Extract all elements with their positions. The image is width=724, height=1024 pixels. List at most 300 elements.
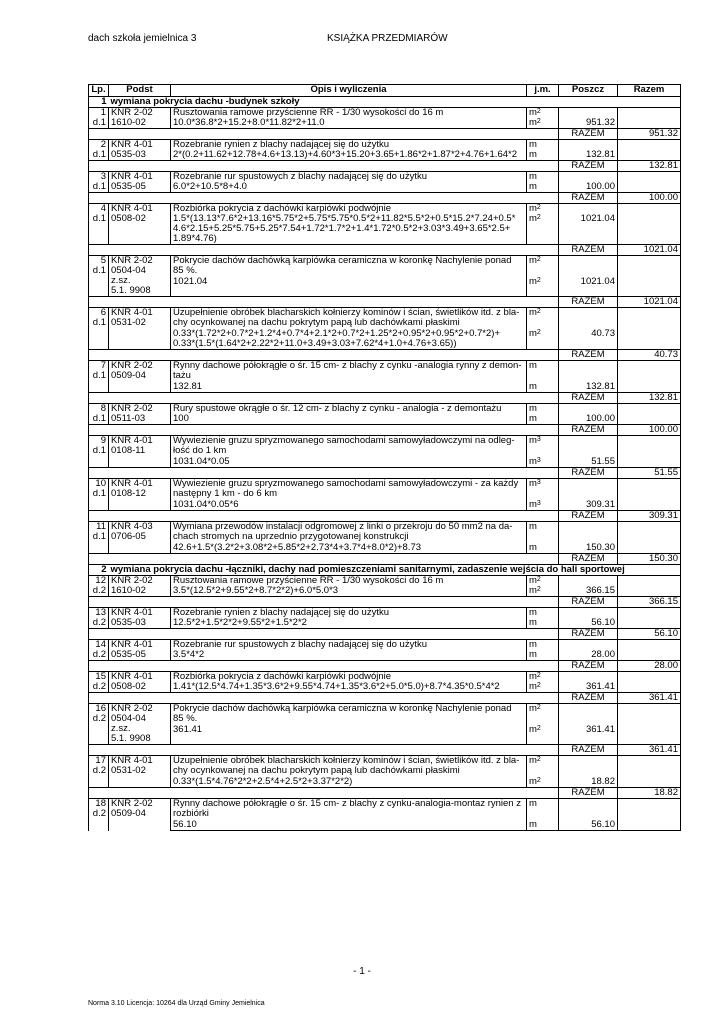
razem-label: RAZEM	[559, 554, 618, 565]
razem-row	[89, 788, 681, 799]
table-row	[89, 682, 681, 693]
table-row	[89, 704, 681, 726]
header-left: dach szkoła jemielnica 3	[88, 33, 197, 44]
item-description	[171, 608, 527, 619]
table-row	[89, 414, 681, 425]
item-unit: m	[527, 182, 559, 193]
razem-value: 309.31	[618, 511, 681, 522]
razem-blank	[89, 193, 559, 204]
basis-line: KNR 4-01	[111, 478, 153, 489]
item-unit: $m^2$	[527, 329, 559, 350]
item-empty	[559, 436, 618, 458]
razem-blank	[89, 597, 559, 608]
razem-label: RAZEM	[559, 661, 618, 672]
razem-value: 150.30	[618, 554, 681, 565]
col-opis-header: Opis i wyliczenia	[171, 85, 527, 97]
item-unit: m	[527, 522, 559, 544]
item-description	[171, 704, 527, 726]
item-empty	[559, 256, 618, 278]
item-empty	[559, 172, 618, 183]
table-row	[89, 256, 681, 278]
item-empty	[618, 436, 681, 458]
table-row	[89, 586, 681, 597]
basis-line: KNR 4-01	[111, 755, 153, 766]
item-calculation	[171, 214, 527, 245]
item-prefix: d.1	[92, 213, 106, 224]
item-lp	[89, 404, 109, 425]
calculation-line: 3.5*4*2	[173, 650, 205, 660]
razem-blank	[89, 693, 559, 704]
calculation-line: 1031.04*0.05*6	[173, 500, 239, 510]
basis-line: 5.1. 9908	[111, 285, 151, 296]
item-description	[171, 576, 527, 587]
item-empty	[618, 725, 681, 745]
item-unit: $m^2$	[527, 108, 559, 119]
razem-blank	[89, 393, 559, 404]
basis-line: KNR 4-01	[111, 671, 153, 682]
calculation-line: 42.6+1.5*(3.2*2+3.08*2+5.85*2+2.73*4+3.7*4+8.0*2)+8.73	[173, 543, 422, 553]
table-row	[89, 118, 681, 129]
item-number: 1	[100, 107, 106, 118]
item-unit: $m^2$	[527, 277, 559, 297]
item-empty	[559, 799, 618, 821]
item-prefix: d.2	[92, 649, 106, 660]
razem-blank	[89, 745, 559, 756]
calculation-line: 0.33*(1.5*4.76*2*2+2.5*4+2.5*2+3.37*2*2)	[173, 777, 353, 787]
razem-label: RAZEM	[559, 468, 618, 479]
basis-line: 0535-03	[111, 617, 146, 628]
item-empty	[618, 608, 681, 619]
calculation-line: 1031.04*0.05	[173, 457, 230, 467]
table-row	[89, 650, 681, 661]
item-basis	[109, 172, 171, 193]
basis-line: 0535-03	[111, 149, 146, 160]
item-lp	[89, 799, 109, 831]
basis-line: KNR 2-02	[111, 798, 153, 809]
item-calculation	[171, 414, 527, 425]
item-prefix: d.2	[92, 617, 106, 628]
item-basis	[109, 576, 171, 597]
item-prefix: d.1	[92, 149, 106, 160]
description-line: Rozbiórka pokrycia z dachówki karpiówki podwójnie	[173, 671, 392, 682]
item-unit: m	[527, 543, 559, 554]
item-poszcz: 40.73	[559, 329, 618, 350]
basis-line: KNR 2-02	[111, 703, 153, 714]
table-row	[89, 725, 681, 745]
razem-value: 28.00	[618, 661, 681, 672]
item-unit: m	[527, 361, 559, 383]
section-title: wymiana pokrycia dachu -budynek szkoły	[109, 97, 681, 108]
item-poszcz: 1021.04	[559, 277, 618, 297]
description-line: chy ocynkowanej na dachu pokrytym papą lub dachówkami płaskimi	[173, 317, 460, 328]
item-number: 15	[95, 671, 106, 682]
razem-label: RAZEM	[559, 129, 618, 140]
basis-line: KNR 2-02	[111, 107, 153, 118]
item-empty	[618, 640, 681, 651]
item-basis	[109, 108, 171, 129]
razem-label: RAZEM	[559, 629, 618, 640]
basis-line: 1610-02	[111, 585, 146, 596]
item-prefix: d.2	[92, 765, 106, 776]
description-line: Rozbiórka pokrycia z dachówki karpiówki podwójnie	[173, 203, 392, 214]
razem-label: RAZEM	[559, 745, 618, 756]
razem-value: 18.82	[618, 788, 681, 799]
item-lp	[89, 436, 109, 468]
razem-label: RAZEM	[559, 788, 618, 799]
item-prefix: d.1	[92, 488, 106, 499]
item-lp	[89, 608, 109, 629]
calculation-line: 132.81	[173, 382, 203, 392]
item-empty	[618, 704, 681, 726]
item-lp	[89, 756, 109, 788]
item-poszcz: 51.55	[559, 457, 618, 468]
item-empty	[618, 308, 681, 330]
item-empty	[618, 500, 681, 511]
basis-line: KNR 4-01	[111, 607, 153, 618]
item-empty	[618, 820, 681, 831]
basis-line: 0509-04	[111, 808, 146, 819]
table-row	[89, 108, 681, 119]
item-empty	[618, 799, 681, 821]
table-row	[89, 140, 681, 151]
item-calculation	[171, 382, 527, 393]
description-line: Rozebranie rur spustowych z blachy nadającej się do użytku	[173, 639, 427, 650]
item-lp	[89, 704, 109, 745]
basis-line: 0504-04 z.sz.	[111, 265, 146, 286]
table-row	[89, 329, 681, 350]
description-line: Uzupełnienie obróbek blacharskich kołnierzy kominów i ścian, świetlików itd. z bla-	[173, 755, 520, 766]
table-header-row	[89, 85, 681, 97]
razem-label: RAZEM	[559, 161, 618, 172]
item-unit: $m^3$	[527, 436, 559, 458]
razem-blank	[89, 129, 559, 140]
item-prefix: d.1	[92, 531, 106, 542]
item-unit: $m^2$	[527, 682, 559, 693]
item-unit: $m^2$	[527, 725, 559, 745]
section-number: 1	[89, 97, 109, 108]
item-calculation	[171, 543, 527, 554]
item-number: 8	[100, 403, 106, 414]
table-row	[89, 361, 681, 383]
table-row	[89, 618, 681, 629]
table-row	[89, 576, 681, 587]
table-row	[89, 404, 681, 415]
table-row	[89, 214, 681, 245]
item-empty	[618, 543, 681, 554]
item-empty	[618, 277, 681, 297]
item-unit: m	[527, 618, 559, 629]
razem-blank	[89, 297, 559, 308]
item-empty	[618, 777, 681, 788]
description-line: Rusztowania ramowe przyścienne RR - 1/30 wysokości do 16 m	[173, 107, 444, 118]
razem-blank	[89, 511, 559, 522]
basis-line: 0508-02	[111, 213, 146, 224]
description-line: Pokrycie dachów dachówką karpiówka ceramiczna w koronkę Nachylenie ponad	[173, 703, 512, 714]
item-empty	[618, 404, 681, 415]
col-poszcz-header: Poszcz	[559, 85, 618, 97]
item-unit: $m^2$	[527, 256, 559, 278]
item-description	[171, 672, 527, 683]
razem-blank	[89, 245, 559, 256]
table-row	[89, 820, 681, 831]
item-prefix: d.1	[92, 317, 106, 328]
item-prefix: d.2	[92, 808, 106, 819]
item-empty	[618, 108, 681, 119]
item-unit: $m^2$	[527, 118, 559, 129]
table-row	[89, 150, 681, 161]
item-empty	[559, 404, 618, 415]
razem-label: RAZEM	[559, 193, 618, 204]
item-description	[171, 108, 527, 119]
description-line: Rozebranie rynien z blachy nadającej się do użytku	[173, 139, 389, 150]
basis-line: 0511-03	[111, 413, 146, 424]
item-basis	[109, 704, 171, 745]
item-unit: m	[527, 404, 559, 415]
page-number: - 1 -	[353, 966, 371, 977]
basis-line: 0108-12	[111, 488, 146, 499]
razem-blank	[89, 161, 559, 172]
calculation-line: 100	[173, 414, 189, 424]
item-basis	[109, 436, 171, 468]
item-unit: m	[527, 382, 559, 393]
table-row	[89, 640, 681, 651]
item-number: 14	[95, 639, 106, 650]
basis-line: 0535-05	[111, 181, 146, 192]
razem-row	[89, 693, 681, 704]
razem-row	[89, 129, 681, 140]
item-prefix: d.2	[92, 681, 106, 692]
item-unit: m	[527, 140, 559, 151]
col-razem-header: Razem	[618, 85, 681, 97]
table-row	[89, 608, 681, 619]
item-unit: $m^2$	[527, 576, 559, 587]
item-empty	[618, 118, 681, 129]
item-description	[171, 308, 527, 330]
razem-row	[89, 425, 681, 436]
description-line: Pokrycie dachów dachówką karpiówka ceramiczna w koronkę Nachylenie ponad	[173, 255, 512, 266]
table-row	[89, 672, 681, 683]
item-empty	[618, 214, 681, 245]
item-lp	[89, 479, 109, 511]
item-prefix: d.1	[92, 445, 106, 456]
item-empty	[559, 204, 618, 215]
item-prefix: d.2	[92, 585, 106, 596]
item-calculation	[171, 586, 527, 597]
item-empty	[559, 576, 618, 587]
item-poszcz: 361.41	[559, 682, 618, 693]
table-row	[89, 204, 681, 215]
item-calculation	[171, 277, 527, 297]
razem-label: RAZEM	[559, 693, 618, 704]
razem-label: RAZEM	[559, 245, 618, 256]
item-empty	[559, 522, 618, 544]
item-description	[171, 799, 527, 821]
basis-line: KNR 2-02	[111, 255, 153, 266]
item-calculation	[171, 777, 527, 788]
razem-row	[89, 629, 681, 640]
description-line: Rusztowania ramowe przyścienne RR - 1/30 wysokości do 16 m	[173, 575, 444, 586]
col-lp-header: Lp.	[89, 85, 109, 97]
calculation-line: 4.6*2.15+5.25*5.75+5.25*7.54+1.72*1.7*2+1.4*1.72*0.5*2+3.03*3.49+3.65*2.5+	[173, 223, 511, 234]
item-prefix: d.1	[92, 413, 106, 424]
razem-value: 56.10	[618, 629, 681, 640]
item-unit: m	[527, 799, 559, 821]
item-unit: m	[527, 608, 559, 619]
table-body	[89, 97, 681, 831]
item-lp	[89, 108, 109, 129]
item-calculation	[171, 500, 527, 511]
razem-blank	[89, 661, 559, 672]
item-basis	[109, 404, 171, 425]
item-unit: m	[527, 640, 559, 651]
item-unit: $m^3$	[527, 479, 559, 501]
razem-row	[89, 161, 681, 172]
item-number: 5	[100, 255, 106, 266]
item-number: 9	[100, 435, 106, 446]
basis-line: 0509-04	[111, 370, 146, 381]
item-number: 10	[95, 478, 106, 489]
item-poszcz: 56.10	[559, 618, 618, 629]
basis-line: KNR 2-02	[111, 403, 153, 414]
description-line: Wywiezienie gruzu spryzmowanego samochodami samowyładowczymi - za każdy	[173, 478, 519, 489]
description-line: rozbiórki	[173, 808, 209, 819]
item-calculation	[171, 618, 527, 629]
item-empty	[618, 457, 681, 468]
calculation-line: 1.41*(12.5*4.74+1.35*3.6*2+9.55*4.74+1.35*3.6*2+5.0*5.0)+8.7*4.35*0.5*4*2	[173, 682, 500, 692]
item-calculation	[171, 329, 527, 350]
razem-value: 100.00	[618, 193, 681, 204]
razem-label: RAZEM	[559, 597, 618, 608]
item-unit: $m^3$	[527, 500, 559, 511]
item-poszcz: 18.82	[559, 777, 618, 788]
item-calculation	[171, 457, 527, 468]
razem-row	[89, 393, 681, 404]
razem-value: 1021.04	[618, 245, 681, 256]
item-prefix: d.1	[92, 181, 106, 192]
item-poszcz: 366.15	[559, 586, 618, 597]
item-number: 2	[100, 139, 106, 150]
description-line: 85 %.	[173, 265, 198, 276]
item-lp	[89, 361, 109, 393]
item-basis	[109, 308, 171, 350]
description-line: Wymiana przewodów instalacji odgromowej z linki o przekroju do 50 mm2 na da-	[173, 521, 513, 532]
item-calculation	[171, 820, 527, 831]
description-line: Rury spustowe okrągłe o śr. 12 cm- z blachy z cynku - analogia - z demontażu	[173, 403, 502, 414]
item-lp	[89, 672, 109, 693]
razem-label: RAZEM	[559, 297, 618, 308]
razem-label: RAZEM	[559, 425, 618, 436]
calculation-line: 1.5*(13.13*7.6*2+13.16*5.75*2+5.75*5.75*0.5*2+11.82*5.5*2+0.5*15.2*7.24+0.5*	[173, 214, 516, 224]
item-unit: $m^2$	[527, 777, 559, 788]
item-description	[171, 404, 527, 415]
razem-value: 132.81	[618, 161, 681, 172]
item-basis	[109, 256, 171, 297]
calculation-line: 361.41	[173, 725, 203, 735]
item-basis	[109, 361, 171, 393]
item-lp	[89, 172, 109, 193]
razem-blank	[89, 629, 559, 640]
razem-value: 51.55	[618, 468, 681, 479]
basis-line: KNR 2-02	[111, 575, 153, 586]
razem-value: 132.81	[618, 393, 681, 404]
basis-line: KNR 4-01	[111, 139, 153, 150]
item-basis	[109, 672, 171, 693]
basis-line: 0531-02	[111, 317, 146, 328]
item-empty	[618, 140, 681, 151]
item-number: 13	[95, 607, 106, 618]
item-unit: $m^2$	[527, 214, 559, 245]
item-poszcz: 309.31	[559, 500, 618, 511]
calculation-line: 10.0*36.8*2+15.2+8.0*11.82*2+11.0	[173, 118, 325, 128]
item-empty	[618, 682, 681, 693]
item-empty	[618, 756, 681, 778]
razem-label: RAZEM	[559, 393, 618, 404]
item-description	[171, 522, 527, 544]
table-row	[89, 756, 681, 778]
calculation-line: 6.0*2+10.5*8+4.0	[173, 182, 247, 192]
razem-value: 40.73	[618, 350, 681, 361]
item-basis	[109, 204, 171, 245]
item-number: 18	[95, 798, 106, 809]
razem-row	[89, 297, 681, 308]
item-poszcz: 132.81	[559, 382, 618, 393]
calculation-line: 12.5*2+1.5*2*2+9.55*2+1.5*2*2	[173, 618, 307, 628]
item-empty	[559, 704, 618, 726]
item-number: 16	[95, 703, 106, 714]
razem-value: 361.41	[618, 693, 681, 704]
item-unit: $m^2$	[527, 704, 559, 726]
item-basis	[109, 799, 171, 831]
item-empty	[559, 479, 618, 501]
razem-value: 951.32	[618, 129, 681, 140]
description-line: Rynny dachowe półokrągłe o śr. 15 cm- z blachy z cynku -analogia rynny z demon-	[173, 360, 522, 371]
description-line: Rozebranie rynien z blachy nadającej się do użytku	[173, 607, 389, 618]
item-basis	[109, 140, 171, 161]
item-prefix: d.1	[92, 265, 106, 276]
item-number: 4	[100, 203, 106, 214]
calculation-line: 56.10	[173, 820, 197, 830]
item-empty	[618, 586, 681, 597]
item-description	[171, 640, 527, 651]
calculation-line: 0.33*(1.5*(1.64*2+2.22*2+11.0+3.49+3.03+7.62*4+1.0+4.76+3.65))	[173, 338, 457, 349]
description-line: Rozebranie rur spustowych z blachy nadającej się do użytku	[173, 171, 427, 182]
razem-label: RAZEM	[559, 350, 618, 361]
table-row	[89, 799, 681, 821]
calculation-line: 3.5*(12.5*2+9.55*2+8.7*2*2)+6.0*5.0*3	[173, 586, 339, 596]
item-number: 3	[100, 171, 106, 182]
basis-line: 0706-05	[111, 531, 146, 542]
item-empty	[618, 182, 681, 193]
item-unit: $m^2$	[527, 672, 559, 683]
razem-value: 366.15	[618, 597, 681, 608]
estimate-table	[88, 84, 681, 831]
basis-line: KNR 4-01	[111, 307, 153, 318]
basis-line: KNR 4-01	[111, 203, 153, 214]
item-basis	[109, 608, 171, 629]
item-calculation	[171, 650, 527, 661]
table-row	[89, 436, 681, 458]
description-line: chy ocynkowanej na dachu pokrytym papą lub dachówkami płaskimi	[173, 765, 460, 776]
item-prefix: d.2	[92, 713, 106, 724]
item-calculation	[171, 150, 527, 161]
item-empty	[559, 672, 618, 683]
item-basis	[109, 640, 171, 661]
item-empty	[618, 150, 681, 161]
item-lp	[89, 522, 109, 554]
calculation-line: 2*(0.2+11.62+12.78+4.6+13.13)+4.60*3+15.20+3.65+1.86*2+1.87*2+4.76+1.64*2	[173, 150, 517, 160]
item-number: 17	[95, 755, 106, 766]
basis-line: 0504-04 z.sz.	[111, 713, 146, 734]
